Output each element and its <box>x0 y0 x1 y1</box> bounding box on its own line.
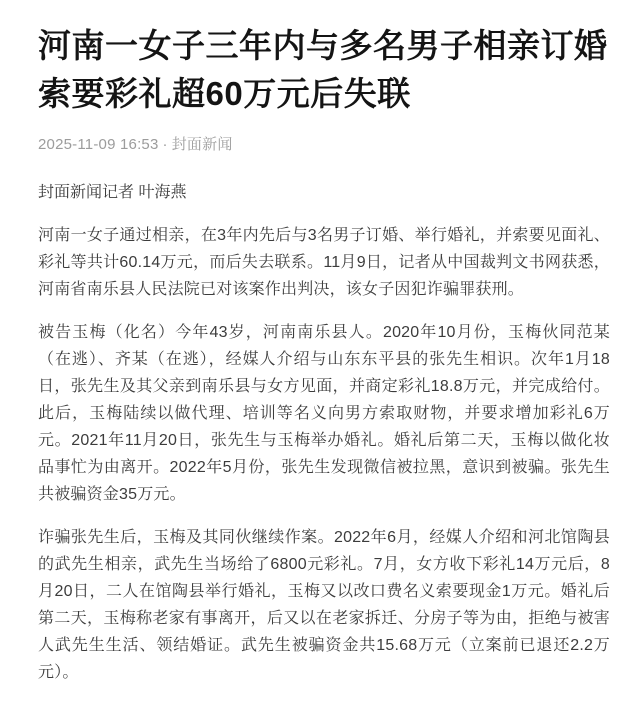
article-paragraph: 河南一女子通过相亲，在3年内先后与3名男子订婚、举行婚礼，并索要见面礼、彩礼等共计60.14万元，而后失去联系。11月9日，记者从中国裁判文书网获悉，河南省南乐县人民法院已对该案作出判决，该女子因犯诈骗罪获刑。 <box>38 227 610 298</box>
article-paragraph: 诈骗张先生后，玉梅及其同伙继续作案。2022年6月，经媒人介绍和河北馆陶县的武先生相亲，武先生当场给了6800元彩礼。7月，女方收下彩礼14万元后，8月20日，二人在馆陶县举行婚礼，玉梅又以改口费名义索要现金1万元。婚礼后第二天，玉梅称老家有事离开，后又以在老家拆迁、分房子等为由，拒绝与被害人武先生生活、领结婚证。武先生被骗资金共15.68万元（立案前已退还2.2万元）。 <box>38 529 610 681</box>
article-byline: 封面新闻记者 叶海燕 <box>38 184 187 201</box>
meta-separator: · <box>162 136 168 153</box>
article-paragraph: 被告玉梅（化名）今年43岁，河南南乐县人。2020年10月份，玉梅伙同范某（在逃）、齐某（在逃），经媒人介绍与山东东平县的张先生相识。次年1月18日，张先生及其父亲到南乐县与女方见面，并商定彩礼18.8万元，并完成给付。此后，玉梅陆续以做代理、培训等名义向男方索取财物，并要求增加彩礼6万元。2021年11月20日，张先生与玉梅举办婚礼。婚礼后第二天，玉梅以做化妆品事忙为由离开。2022年5月份，张先生发现微信被拉黑，意识到被骗。张先生共被骗资金35万元。 <box>38 324 610 503</box>
article-body <box>38 222 610 686</box>
page-title: 河南一女子三年内与多名男子相亲订婚索要彩礼超60万元后失联 <box>38 27 608 112</box>
publish-datetime: 2025-11-09 16:53 <box>38 136 159 153</box>
source-name: 封面新闻 <box>171 136 233 153</box>
article-meta <box>38 135 610 155</box>
